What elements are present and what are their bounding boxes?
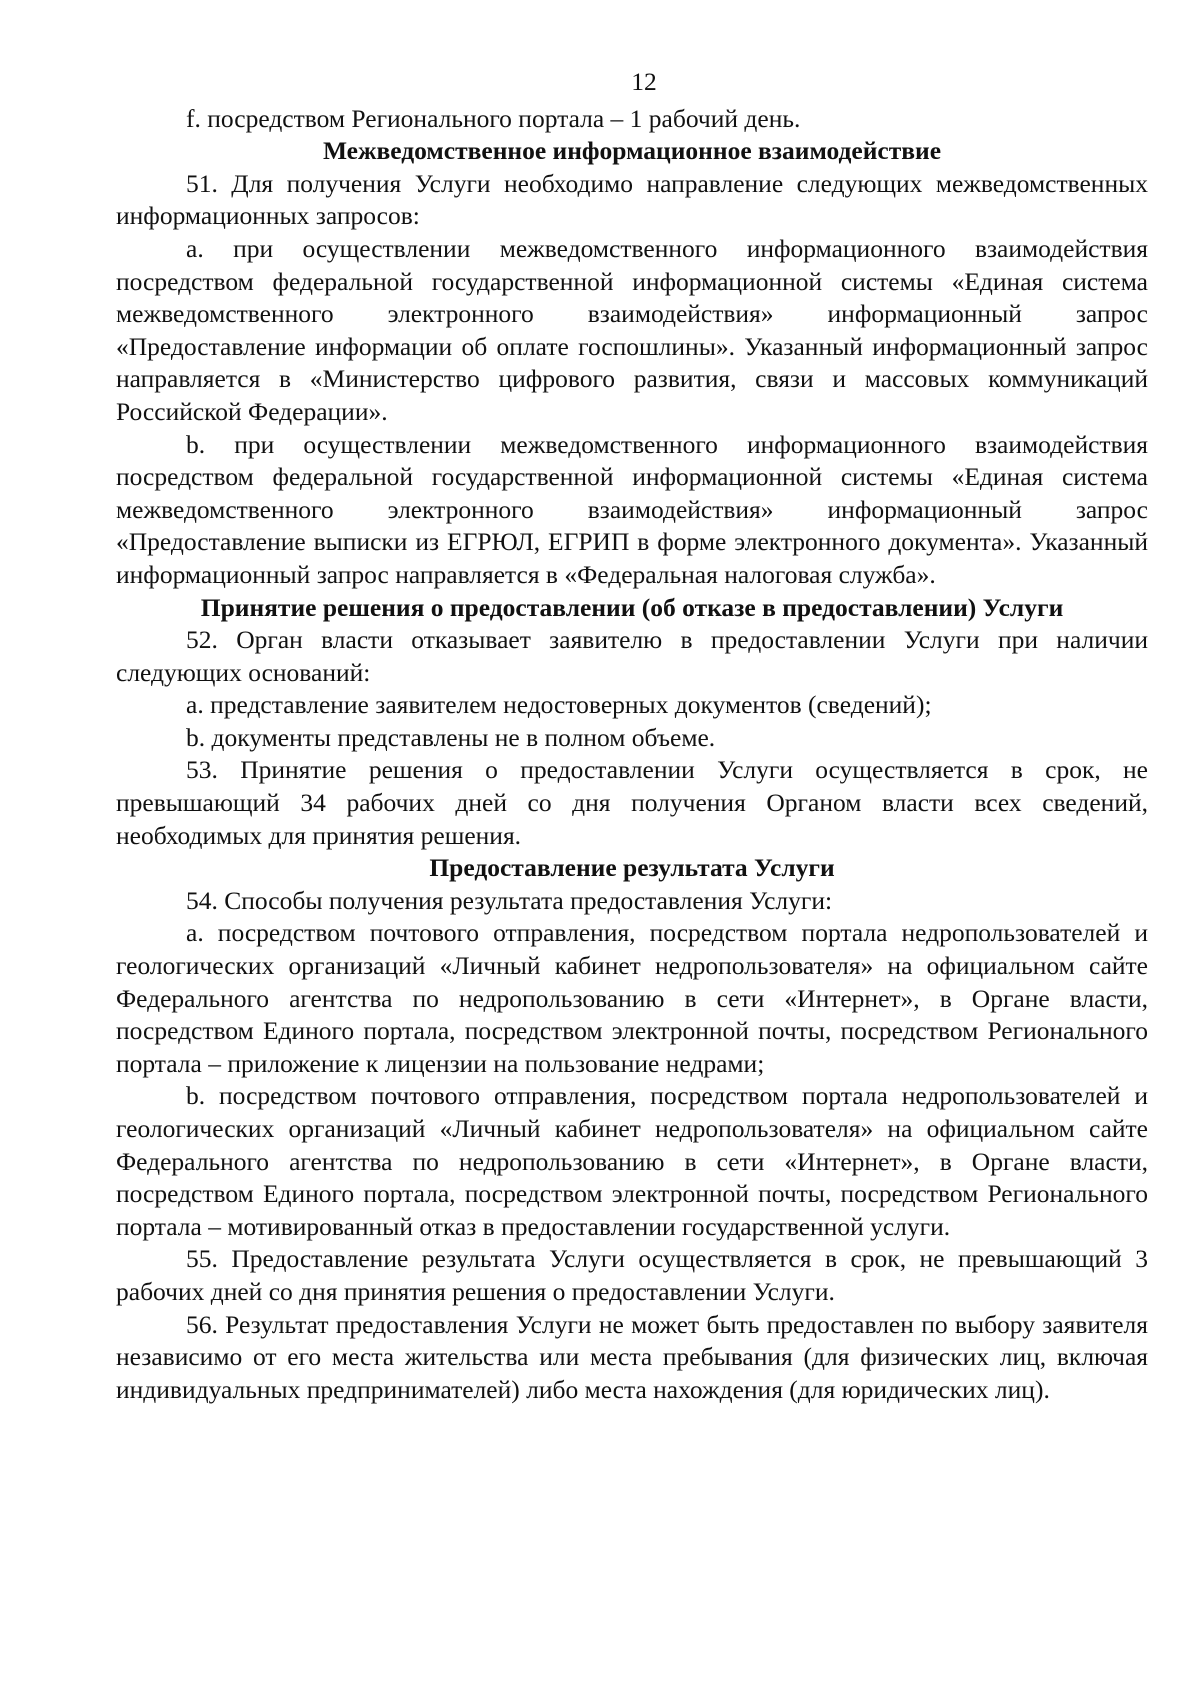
heading-interagency-interaction: Межведомственное информационное взаимодействие [322, 136, 942, 166]
paragraph-52-b: b. документы представлены не в полном объеме. [186, 722, 716, 752]
paragraph-52-a: a. представление заявителем недостоверных документов (сведений); [186, 690, 932, 720]
paragraph-56: 56. Результат предоставления Услуги не может быть предоставлен по выбору заявителя независимо от его места жительства или места пребывания (для физических лиц, включая индивидуальных предпринимателей) либо места нахождения (для юридических лиц). [116, 1309, 1148, 1404]
paragraph-55: 55. Предоставление результата Услуги осуществляется в срок, не превышающий 3 рабочих дней со дня принятия решения о предоставлении Услуги. [116, 1244, 1148, 1306]
paragraph-54-a: a. посредством почтового отправления, посредством портала недропользователей и геологических организаций «Личный кабинет недропользователя» на официальном сайте Федерального агентства по недропользованию в сети «Интернет», в Органе власти, посредством Единого портала, посредством электронной почты, посредством Регионального портала – приложение к лицензии на пользование недрами; [116, 918, 1148, 1078]
paragraph-54-b: b. посредством почтового отправления, посредством портала недропользователей и геологических организаций «Личный кабинет недропользователя» на официальном сайте Федерального агентства по недропользованию в сети «Интернет», в Органе власти, посредством Единого портала, посредством электронной почты, посредством Регионального портала – мотивированный отказ в предоставлении государственной услуги. [116, 1081, 1148, 1241]
page-number: 12 [631, 67, 657, 96]
paragraph-54: 54. Способы получения результата предоставления Услуги: [186, 885, 833, 915]
paragraph-51-a: a. при осуществлении межведомственного информационного взаимодействия посредством федеральной государственной информационной системы «Единая система межведомственного электронного взаимодействия» информационный запрос «Предоставление информации об оплате госпошлины». Указанный информационный запрос направляется в «Министерство цифрового развития, связи и массовых коммуникаций Российской Федерации». [116, 233, 1148, 426]
paragraph-52: 52. Орган власти отказывает заявителю в предоставлении Услуги при наличии следующих оснований: [116, 625, 1148, 687]
paragraph-f-regional-portal: f. посредством Регионального портала – 1 рабочий день. [186, 103, 801, 133]
paragraph-51-b: b. при осуществлении межведомственного информационного взаимодействия посредством федеральной государственной информационной системы «Единая система межведомственного электронного взаимодействия» информационный запрос «Предоставление выписки из ЕГРЮЛ, ЕГРИП в форме электронного документа». Указанный информационный запрос направляется в «Федеральная налоговая служба». [116, 429, 1148, 589]
document-page [116, 66, 1148, 1406]
heading-result: Предоставление результата Услуги [429, 853, 835, 883]
heading-decision: Принятие решения о предоставлении (об отказе в предоставлении) Услуги [200, 592, 1064, 622]
paragraph-51: 51. Для получения Услуги необходимо направление следующих межведомственных информационных запросов: [116, 168, 1148, 231]
paragraph-53: 53. Принятие решения о предоставлении Услуги осуществляется в срок, не превышающий 34 рабочих дней со дня получения Органом власти всех сведений, необходимых для принятия решения. [116, 755, 1148, 850]
